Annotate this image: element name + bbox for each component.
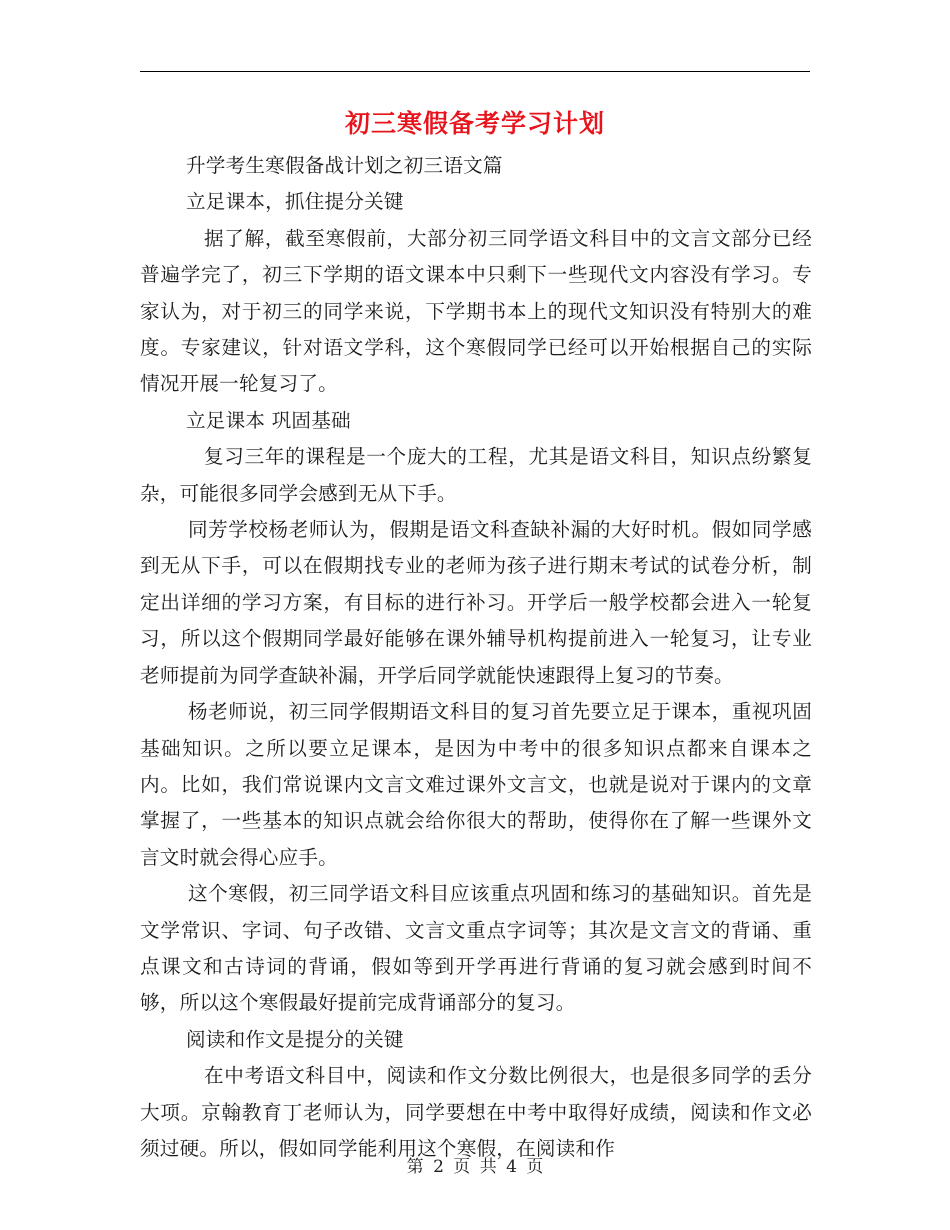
- header-rule: [140, 71, 810, 72]
- document-body: [140, 148, 812, 1167]
- body-paragraph: 据了解，截至寒假前，大部分初三同学语文科目中的文言文部分已经普遍学完了，初三下学期的语文课本中只剩下一些现代文内容没有学习。专家认为，对于初三的同学来说，下学期书本上的现代文知识没有特别大的难度。专家建议，针对语文学科，这个寒假同学已经可以开始根据自己的实际情况开展一轮复习了。: [140, 226, 812, 396]
- body-paragraph: 同芳学校杨老师认为，假期是语文科查缺补漏的大好时机。假如同学感到无从下手，可以在假期找专业的老师为孩子进行期末考试的试卷分析，制定出详细的学习方案，有目标的进行补习。开学后一般学校都会进入一轮复习，所以这个假期同学最好能够在课外辅导机构提前进入一轮复习，让专业老师提前为同学查缺补漏，开学后同学就能快速跟得上复习的节奏。: [140, 518, 812, 687]
- body-paragraph: 在中考语文科目中，阅读和作文分数比例很大，也是很多同学的丢分大项。京翰教育丁老师认为，同学要想在中考中取得好成绩，阅读和作文必须过硬。所以，假如同学能利用这个寒假，在阅读和作: [140, 1064, 812, 1160]
- section-subheading: 阅读和作文是提分的关键: [186, 1027, 404, 1051]
- body-paragraph: 杨老师说，初三同学假期语文科目的复习首先要立足于课本，重视巩固基础知识。之所以要立足课本，是因为中考中的很多知识点都来自课本之内。比如，我们常说课内文言文难过课外文言文，也就是说对于课内的文章掌握了，一些基本的知识点就会给你很大的帮助，使得你在了解一些课外文言文时就会得心应手。: [140, 700, 812, 869]
- section-subheading: 升学考生寒假备战计划之初三语文篇: [186, 154, 503, 177]
- section-subheading: 立足课本，抓住提分关键: [186, 190, 404, 214]
- section-subheading: 立足课本 巩固基础: [186, 408, 351, 432]
- page-number-footer: 第 2 页 共 4 页: [406, 1157, 544, 1177]
- body-paragraph: 复习三年的课程是一个庞大的工程，尤其是语文科目，知识点纷繁复杂，可能很多同学会感到无从下手。: [140, 445, 812, 505]
- page-title: 初三寒假备考学习计划: [344, 109, 605, 138]
- body-paragraph: 这个寒假，初三同学语文科目应该重点巩固和练习的基础知识。首先是文学常识、字词、句子改错、文言文重点字词等；其次是文言文的背诵、重点课文和古诗词的背诵，假如等到开学再进行背诵的复习就会感到时间不够，所以这个寒假最好提前完成背诵部分的复习。: [140, 882, 812, 1015]
